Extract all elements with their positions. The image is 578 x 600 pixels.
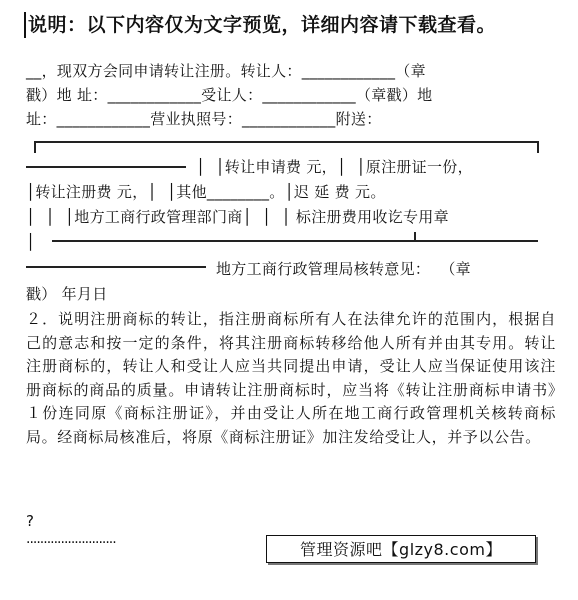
form-line-fees: │ │转让申请费 元，│ │原注册证一份， — [196, 158, 473, 176]
instructions-paragraph: ２．说明注册商标的转让，指注册商标所有人在法律允许的范围内，根据自己的意志和按一定的条件，将其注册商标转移给他人所有并由其专用。转让注册商标的，转让人和受让人应当共同提出申请，受让人应当保证使用该注册商标的商品的质量。申请转让注册商标时，应当将《转让注册商标申请书》１份连同原《商标注册证》，并由受让人所在地工商行政管理机关核转商标局。经商标局核准后，将原《商标注册证》加注发给受让人，并予以公告。 — [26, 310, 556, 446]
table-inner-tick — [414, 232, 416, 241]
form-line-bar: │ — [26, 233, 36, 251]
form-line-transferor: __，现双方会同申请转让注册。转让人：____________（章 — [26, 62, 426, 80]
form-line-other-fees: │转让注册费 元，│ │其他________。│迟 延 费 元。 — [26, 183, 386, 201]
form-line-stamps: │ │ │地方工商行政管理部门商│ │ │ 标注册费用收讫专用章 — [26, 208, 449, 226]
table-top-rule — [34, 141, 538, 143]
form-line-transferee: 戳）地 址：____________受让人：____________（章戳）地 — [26, 86, 433, 104]
form-line-review: 地方工商行政管理局核转意见： （章 — [216, 260, 471, 278]
source-link-box[interactable] — [266, 535, 536, 563]
form-line-license: 址：____________营业执照号：____________附送： — [26, 110, 382, 128]
table-inner-rule — [52, 240, 538, 242]
table-right-tick — [537, 141, 539, 153]
table-left-tick — [34, 141, 36, 153]
table-left-rule — [26, 166, 186, 168]
trailing-mark: ? — [26, 512, 35, 530]
dotted-divider: ·························· — [26, 535, 116, 551]
form-line-date: 戳） 年月日 — [26, 285, 108, 303]
source-label: 管理资源吧【glzy8.com】 — [300, 540, 502, 559]
preview-notice: 说明：以下内容仅为文字预览，详细内容请下载查看。 — [24, 12, 496, 38]
table-bottom-rule — [26, 266, 206, 268]
